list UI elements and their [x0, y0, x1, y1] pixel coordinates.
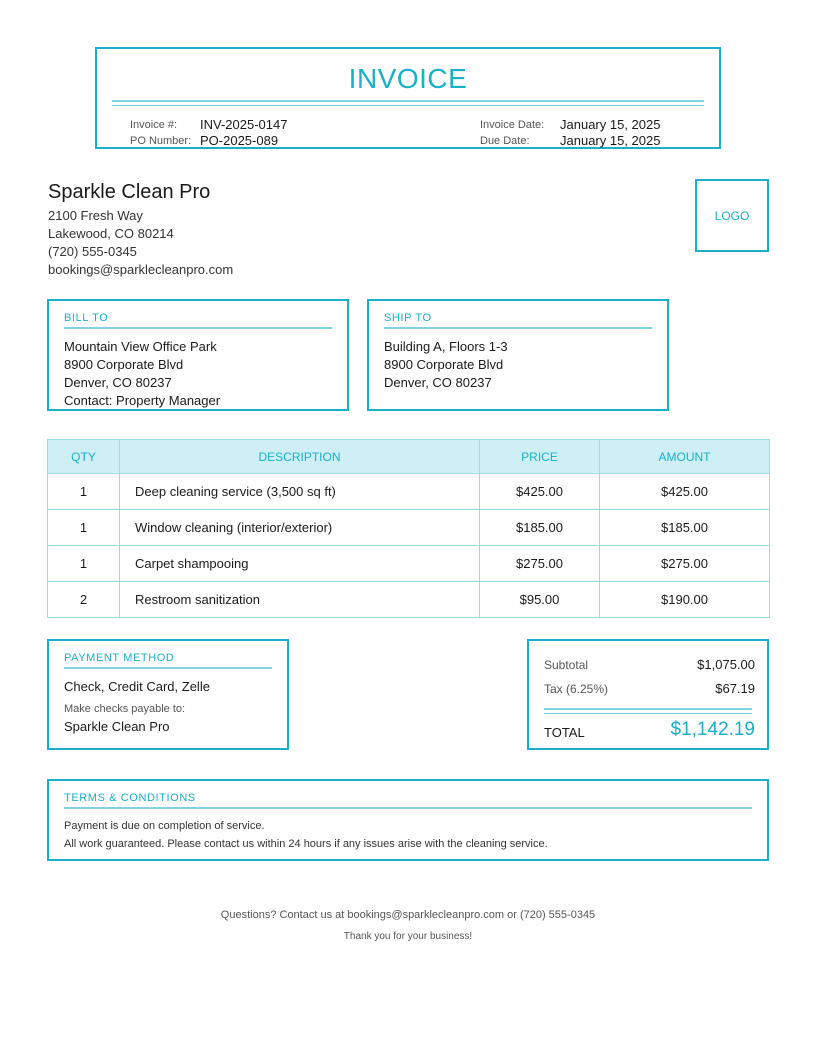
- item-amount: $275.00: [600, 546, 770, 582]
- item-qty: 1: [48, 474, 120, 510]
- item-qty: 2: [48, 582, 120, 618]
- bill-to-line: Mountain View Office Park: [64, 339, 217, 354]
- table-header-row: [48, 440, 770, 474]
- total-value: $1,142.19: [670, 719, 755, 740]
- totals-box: [527, 639, 769, 750]
- header-divider: [112, 100, 704, 102]
- terms-line: All work guaranteed. Please contact us within 24 hours if any issues arise with the cleaning service.: [64, 838, 548, 850]
- due-date-label: Due Date:: [480, 135, 530, 147]
- logo-placeholder: [695, 179, 769, 252]
- column-header-price: PRICE: [480, 440, 600, 474]
- payment-method-divider: [64, 667, 272, 669]
- payable-to-label: Make checks payable to:: [64, 703, 186, 715]
- bill-to-line: Denver, CO 80237: [64, 375, 172, 390]
- ship-to-line: Denver, CO 80237: [384, 375, 492, 390]
- terms-divider: [64, 807, 752, 809]
- ship-to-box: [367, 299, 669, 411]
- company-phone: (720) 555-0345: [48, 244, 137, 259]
- payment-method-box: [47, 639, 289, 750]
- table-row: [48, 582, 770, 618]
- bill-to-heading: BILL TO: [64, 312, 109, 324]
- item-description: Deep cleaning service (3,500 sq ft): [120, 474, 480, 510]
- item-price: $95.00: [480, 582, 600, 618]
- bill-to-box: [47, 299, 349, 411]
- column-header-qty: QTY: [48, 440, 120, 474]
- item-qty: 1: [48, 510, 120, 546]
- company-address-line2: Lakewood, CO 80214: [48, 226, 174, 241]
- table-row: [48, 474, 770, 510]
- terms-line: Payment is due on completion of service.: [64, 820, 265, 832]
- item-description: Window cleaning (interior/exterior): [120, 510, 480, 546]
- line-items-table: [47, 439, 770, 618]
- table-row: [48, 510, 770, 546]
- terms-heading: TERMS & CONDITIONS: [64, 792, 196, 804]
- invoice-date-label: Invoice Date:: [480, 119, 545, 131]
- footer-contact: Questions? Contact us at bookings@sparklecleanpro.com or (720) 555-0345: [220, 909, 596, 921]
- item-amount: $185.00: [600, 510, 770, 546]
- invoice-number-label: Invoice #:: [130, 119, 178, 131]
- ship-to-divider: [384, 327, 652, 329]
- bill-to-divider: [64, 327, 332, 329]
- company-address-line1: 2100 Fresh Way: [48, 208, 143, 223]
- item-description: Restroom sanitization: [120, 582, 480, 618]
- invoice-number: INV-2025-0147: [200, 117, 288, 132]
- ship-to-line: Building A, Floors 1-3: [384, 339, 508, 354]
- item-qty: 1: [48, 546, 120, 582]
- po-number: PO-2025-089: [200, 133, 279, 148]
- column-header-amount: AMOUNT: [600, 440, 770, 474]
- terms-box: [47, 779, 769, 861]
- tax-value: $67.19: [715, 681, 755, 696]
- ship-to-heading: SHIP TO: [384, 312, 432, 324]
- bill-to-line: Contact: Property Manager: [64, 393, 221, 408]
- payment-methods: Check, Credit Card, Zelle: [64, 679, 210, 694]
- item-price: $275.00: [480, 546, 600, 582]
- item-price: $425.00: [480, 474, 600, 510]
- item-description: Carpet shampooing: [120, 546, 480, 582]
- logo-text: LOGO: [714, 208, 750, 223]
- tax-label: Tax (6.25%): [544, 682, 609, 696]
- company-email: bookings@sparklecleanpro.com: [48, 262, 234, 277]
- due-date: January 15, 2025: [560, 133, 661, 148]
- column-header-description: DESCRIPTION: [120, 440, 480, 474]
- totals-divider-thin: [544, 713, 752, 714]
- payable-to-name: Sparkle Clean Pro: [64, 719, 170, 734]
- invoice-header: [95, 47, 721, 149]
- item-price: $185.00: [480, 510, 600, 546]
- payment-method-heading: PAYMENT METHOD: [64, 652, 175, 664]
- header-divider-thin: [112, 105, 704, 106]
- company-name: Sparkle Clean Pro: [48, 181, 211, 203]
- item-amount: $425.00: [600, 474, 770, 510]
- subtotal-label: Subtotal: [544, 658, 589, 672]
- footer-thanks: Thank you for your business!: [343, 931, 473, 942]
- total-label: TOTAL: [544, 725, 585, 740]
- item-amount: $190.00: [600, 582, 770, 618]
- bill-to-line: 8900 Corporate Blvd: [64, 357, 184, 372]
- subtotal-value: $1,075.00: [697, 657, 755, 672]
- totals-divider: [544, 708, 752, 710]
- ship-to-line: 8900 Corporate Blvd: [384, 357, 504, 372]
- table-row: [48, 546, 770, 582]
- invoice-title: INVOICE: [348, 63, 468, 94]
- po-number-label: PO Number:: [130, 135, 192, 147]
- invoice-date: January 15, 2025: [560, 117, 661, 132]
